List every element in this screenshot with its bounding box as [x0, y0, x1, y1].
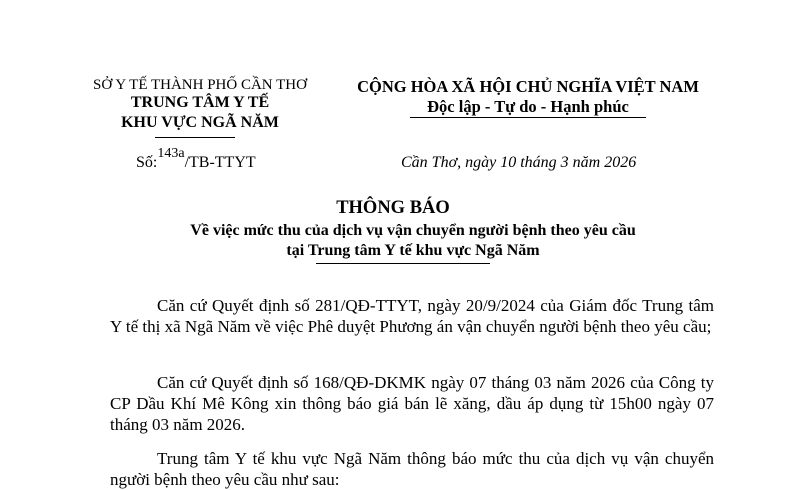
document-number-value: 143a — [157, 146, 185, 161]
body-paragraph-1-text: Căn cứ Quyết định số 281/QĐ-TTYT, ngày 20/9/2024 của Giám đốc Trung tâm Y tế thị xã Ngã Năm về việc Phê duyệt Phương án vận chuyển người bệnh theo yêu cầu; — [110, 296, 714, 336]
place-and-date: Cần Thơ, ngày 10 tháng 3 năm 2026 — [401, 154, 637, 171]
body-paragraph-3-text: Trung tâm Y tế khu vực Ngã Năm thông báo mức thu của dịch vụ vận chuyển người bệnh theo yêu cầu như sau: — [110, 449, 714, 489]
document-subtitle-line-2: tại Trung tâm Y tế khu vực Ngã Năm — [286, 242, 540, 259]
issuing-authority: SỞ Y TẾ THÀNH PHỐ CẦN THƠ — [93, 77, 307, 93]
issuing-unit-line-2: KHU VỰC NGÃ NĂM — [121, 114, 279, 131]
title-underline — [316, 263, 490, 264]
national-motto: Độc lập - Tự do - Hạnh phúc — [427, 97, 629, 116]
issuer-underline — [155, 137, 235, 138]
motto-underline — [410, 117, 646, 118]
issuing-unit-line-1: TRUNG TÂM Y TẾ — [130, 94, 270, 111]
document-title: THÔNG BÁO — [336, 198, 450, 218]
body-paragraph-2 — [110, 372, 714, 435]
national-title: CỘNG HÒA XÃ HỘI CHỦ NGHĨA VIỆT NAM — [357, 77, 699, 96]
body-paragraph-2-text: Căn cứ Quyết định số 168/QĐ-DKMK ngày 07 tháng 03 năm 2026 của Công ty CP Dầu Khí Mê Kông xin thông báo giá bán lẽ xăng, dầu áp dụng từ 15h00 ngày 07 tháng 03 năm 2026. — [110, 373, 714, 434]
document-number — [136, 146, 256, 172]
body-paragraph-3 — [110, 448, 714, 490]
document-number-prefix: Số: — [136, 154, 158, 171]
document-number-suffix: /TB-TTYT — [184, 154, 256, 171]
body-paragraph-1 — [110, 295, 714, 337]
document-subtitle-line-1: Về việc mức thu của dịch vụ vận chuyển người bệnh theo yêu cầu — [190, 222, 636, 239]
